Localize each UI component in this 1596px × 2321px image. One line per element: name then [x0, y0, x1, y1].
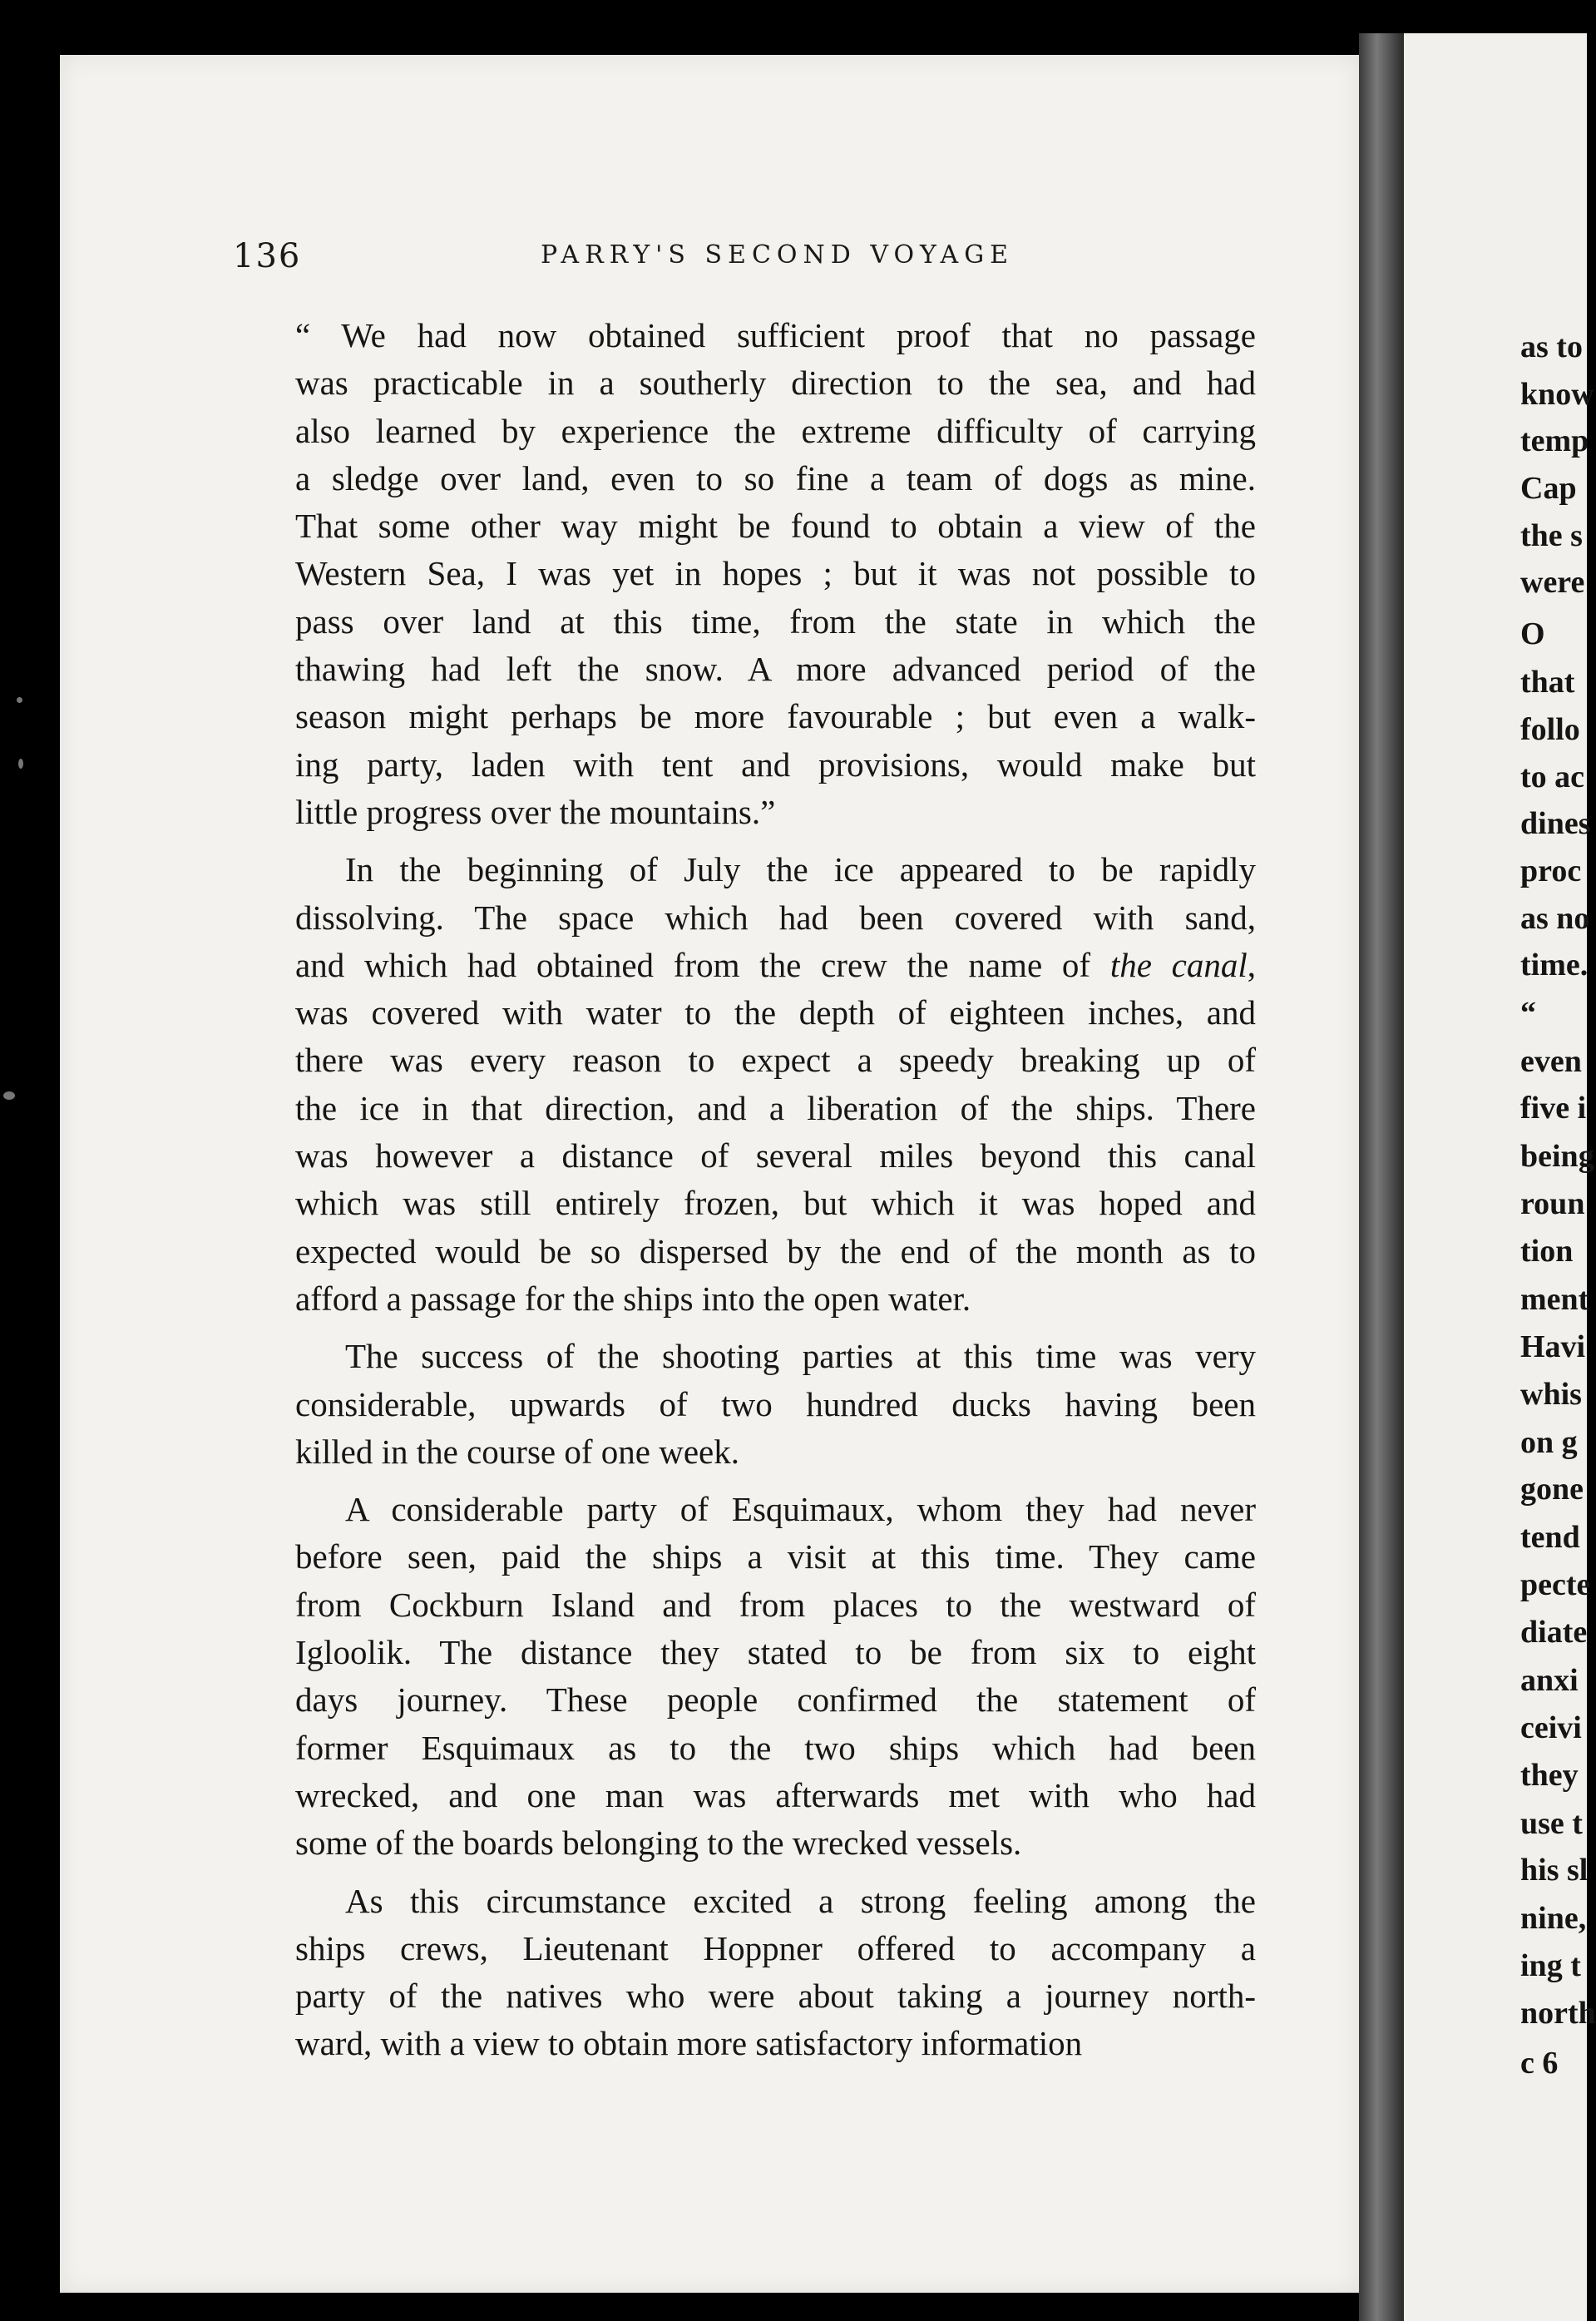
text-line: from Cockburn Island and from places to the westward of	[295, 1585, 1256, 1624]
facing-page-fragment: anxi	[1520, 1663, 1579, 1698]
text-line: expected would be so dispersed by the end of the month as to	[295, 1231, 1256, 1270]
italic-term: the canal	[1109, 945, 1248, 984]
text-line: considerable, upwards of two hundred ducks having been	[295, 1384, 1256, 1423]
facing-page-fragment: proc	[1520, 854, 1582, 888]
text-line: ing party, laden with tent and provisions, would make but	[295, 745, 1256, 784]
page-body	[295, 312, 1256, 2068]
book-gutter	[1359, 33, 1404, 2321]
facing-page-fragment: diate	[1520, 1615, 1588, 1650]
text-line: thawing had left the snow. A more advanced period of the	[295, 650, 1256, 689]
facing-page-fragment: c 6	[1520, 2046, 1559, 2081]
text-line: pass over land at this time, from the state in which the	[295, 601, 1256, 641]
text-line: party of the natives who were about taking a journey north-	[295, 1977, 1256, 2016]
paragraph-gap	[295, 1476, 1256, 1486]
text-line: a sledge over land, even to so fine a team of dogs as mine.	[295, 458, 1256, 497]
facing-page-fragment: were	[1520, 565, 1585, 600]
facing-page-fragment: tion	[1520, 1234, 1574, 1269]
text-line: days journey. These people confirmed the statement of	[295, 1680, 1256, 1720]
facing-page-fragment: tend	[1520, 1520, 1580, 1555]
facing-page-fragment: nine,	[1520, 1901, 1587, 1936]
facing-page-fragment: use t	[1520, 1806, 1583, 1841]
text-line: In the beginning of July the ice appeared to be rapidly	[345, 850, 1256, 889]
text-line: there was every reason to expect a speedy breaking up of	[295, 1041, 1256, 1080]
facing-page-fragment: ceivi	[1520, 1710, 1582, 1745]
running-head: PARRY'S SECOND VOYAGE	[541, 240, 1015, 270]
page-number: 136	[233, 237, 302, 275]
facing-page-fragment: that	[1520, 665, 1575, 700]
facing-page-fragment: north	[1520, 1996, 1596, 2031]
paragraph	[295, 312, 1256, 836]
paragraph	[295, 846, 1256, 1323]
facing-page-fragment: whis	[1520, 1377, 1582, 1412]
text-line: which was still entirely frozen, but which it was hoped and	[295, 1184, 1256, 1223]
facing-page-fragment: Havi	[1520, 1329, 1586, 1364]
text-line: was however a distance of several miles beyond this canal	[295, 1136, 1256, 1175]
facing-page-fragment: ing t	[1520, 1948, 1581, 1983]
text-line: dissolving. The space which had been covered with sand,	[295, 898, 1256, 937]
text-line: and which had obtained from the crew the name of the canal,	[295, 945, 1256, 984]
paragraph	[295, 1333, 1256, 1476]
paragraph-gap	[295, 1868, 1256, 1878]
facing-page-fragment: follo	[1520, 712, 1580, 747]
paragraph-gap	[295, 1323, 1256, 1333]
facing-page-fragment: they	[1520, 1758, 1579, 1793]
text-line: wrecked, and one man was afterwards met with who had	[295, 1775, 1256, 1814]
facing-page-fragment: the s	[1520, 518, 1583, 553]
facing-page-fragment: as to	[1520, 329, 1583, 364]
facing-page-fragment: being	[1520, 1139, 1594, 1174]
facing-page-fragment: as no	[1520, 901, 1590, 936]
facing-page-fragment: time.	[1520, 948, 1589, 982]
text-line: before seen, paid the ships a visit at this time. They came	[295, 1537, 1256, 1576]
text-line: was covered with water to the depth of eighteen inches, and	[295, 993, 1256, 1032]
facing-page-fragment: five i	[1520, 1091, 1587, 1126]
facing-page-fragment: gone	[1520, 1472, 1584, 1507]
text-line: afford a passage for the ships into the open water.	[295, 1279, 971, 1318]
facing-page-fragment: temp	[1520, 423, 1589, 458]
facing-page-fragment: dines	[1520, 806, 1591, 841]
facing-page-fragment: ment	[1520, 1282, 1589, 1317]
text-line: was practicable in a southerly direction to the sea, and had	[295, 364, 1256, 403]
text-line: season might perhaps be more favourable ; but even a walk-	[295, 697, 1256, 736]
text-line: little progress over the mountains.”	[295, 792, 776, 831]
facing-page-fragment: on g	[1520, 1425, 1578, 1460]
text-line: A considerable party of Esquimaux, whom they had never	[345, 1490, 1256, 1529]
text-line: Western Sea, I was yet in hopes ; but it was not possible to	[295, 554, 1256, 593]
text-line: As this circumstance excited a strong feeling among the	[345, 1881, 1256, 1920]
scan-speck	[18, 759, 23, 769]
scan-speck	[17, 697, 22, 703]
text-line: That some other way might be found to obtain a view of the	[295, 507, 1256, 546]
facing-page-fragment: roun	[1520, 1186, 1585, 1221]
paragraph-gap	[295, 836, 1256, 846]
text-line: former Esquimaux as to the two ships which had been	[295, 1728, 1256, 1767]
text-line: The success of the shooting parties at this time was very	[345, 1337, 1256, 1376]
text-line: also learned by experience the extreme difficulty of carrying	[295, 411, 1256, 450]
page-header	[233, 237, 1272, 279]
text-line: “ We had now obtained sufficient proof that no passage	[295, 316, 1256, 354]
paragraph	[295, 1878, 1256, 2068]
facing-page-fragment: Cap	[1520, 471, 1577, 506]
text-line: Igloolik. The distance they stated to be from six to eight	[295, 1633, 1256, 1672]
facing-page-fragment: his sl	[1520, 1853, 1589, 1888]
facing-page-fragment: “	[1520, 996, 1536, 1031]
text-line: the ice in that direction, and a liberation of the ships. There	[295, 1088, 1256, 1127]
facing-page-fragment: even	[1520, 1044, 1582, 1079]
text-line: some of the boards belonging to the wrecked vessels.	[295, 1824, 1022, 1863]
text-line: ward, with a view to obtain more satisfactory information	[295, 2024, 1083, 2063]
facing-page-fragment: pecte	[1520, 1567, 1591, 1602]
text-line: ships crews, Lieutenant Hoppner offered to accompany a	[295, 1928, 1256, 1967]
paragraph	[295, 1486, 1256, 1867]
scan-speck	[3, 1091, 15, 1100]
text-line: killed in the course of one week.	[295, 1432, 739, 1471]
facing-page-edge	[1404, 33, 1596, 2321]
facing-page-fragment: know	[1520, 377, 1594, 412]
facing-page-fragment: to ac	[1520, 760, 1585, 794]
facing-page-fragment: O	[1520, 616, 1545, 651]
